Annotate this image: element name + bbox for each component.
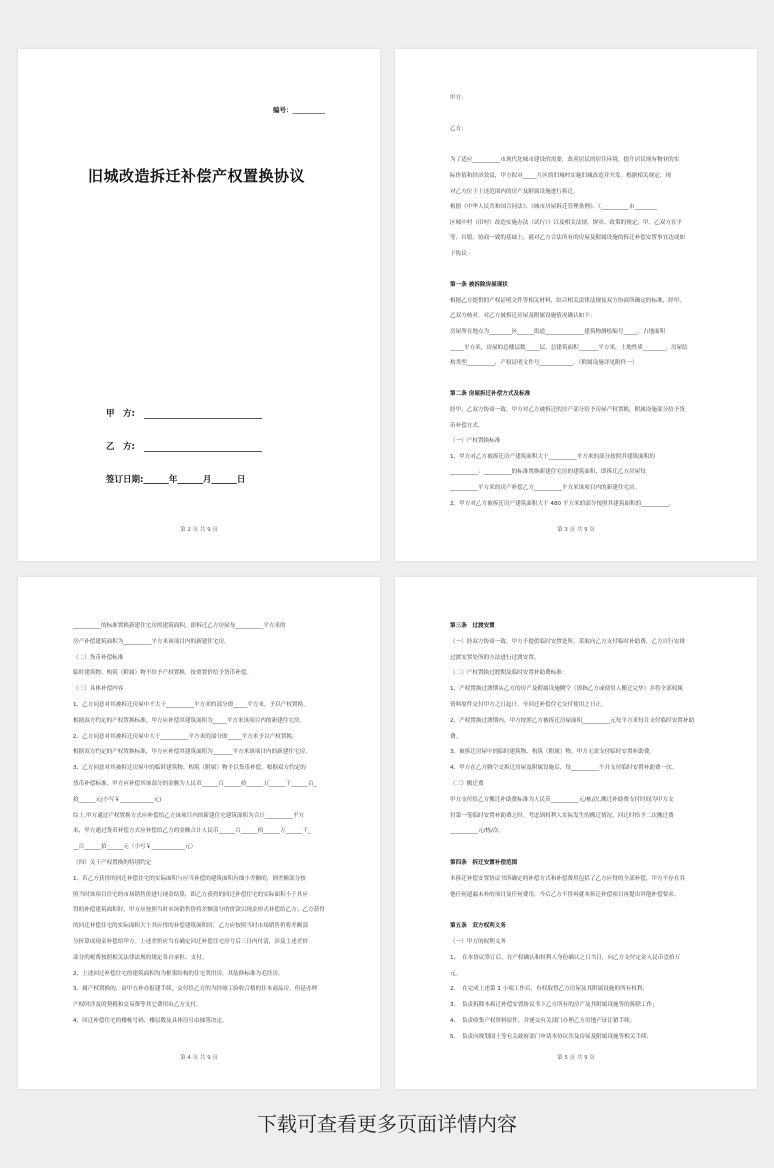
- body-text-line: 2、乙方同意对其被拆迁房屋中大于__________平方米的部分即_____平方米予以产权置换，: [73, 733, 298, 740]
- body-text-line: （三）搬迁费: [450, 781, 484, 787]
- body-text-line: 4、回迁补偿住宅的楼栋号码、楼层数及具体房号由抽签决定。: [73, 1018, 228, 1024]
- body-text-line: 币补偿方式。: [450, 422, 484, 429]
- section-heading: 第一条 被拆除房屋现状: [450, 282, 508, 289]
- body-text-line: （三）具体补偿内容: [73, 686, 124, 693]
- body-text-line: 2、 在完成上述第 1 小项工作后，有权取得乙方房屋及其附属设施的所有权利；: [450, 986, 649, 993]
- body-text-line: 分折算成现金补偿给甲方。上述差价应当在确定回迁补偿住宅房号后三日内付清，涉及上述差价: [73, 939, 308, 945]
- page-footer: 第 5 页 共 9 页: [557, 1055, 595, 1061]
- body-text-line: 临时建筑物、构筑（附属）物不给予产权置换，按重置价给予货币补偿。: [73, 670, 253, 677]
- body-text-line: __________元/栋/次。: [450, 828, 505, 835]
- body-text-line: 乙方:: [450, 126, 464, 133]
- body-text-line: 1、乙方同意对其被拆迁房屋中不大于__________平方米的部分即_____平方米，予以产权置换，: [73, 702, 309, 708]
- body-text-line: 元。: [450, 970, 462, 977]
- party-b-field: [106, 440, 262, 452]
- body-text-line: （一）经双方协商一致，甲方不提供临时安置处所，采取向乙方支付临时补助费，乙方自行安排: [450, 638, 685, 645]
- body-text-line: 付第一笔临时安置补助费之时。考虑到权利人实际发生的搬迁情况，回迁时给予二次搬迁费: [450, 812, 674, 819]
- body-text-line: 4、 负责收集产权资料原件，并递交有关部门办理乙方房地产证注销手续；: [450, 1018, 636, 1024]
- body-text-line: 费。: [450, 733, 462, 740]
- body-text-line: 本拆迁补偿安置协议书所确定的补偿方式和补偿费用包括了乙方应得的全部补偿，甲方不存在其: [450, 875, 685, 882]
- body-text-line: 根据《中华人民共和国合同法》、《城市房屋拆迁管理条例》、《__________市________: [450, 204, 657, 211]
- body-text-line: _____平方米，房屋的总楼层数_____层，总建筑面积_______平方米，土地性质________，房屋结: [450, 344, 688, 351]
- body-text-line: 1、产权置换过渡期从乙方的房产及附属设施腾空（即指乙方或使用人搬迁完毕）并将全部权属: [450, 686, 683, 693]
- document-page-2: [395, 49, 757, 561]
- body-text-line: 2、甲方对乙方被拆迁房产建筑面积大于 480 平方米的部分按照其建筑面积的__________。: [450, 500, 675, 507]
- body-text-line: 3、被拆迁房屋中的临时建筑物、构筑（附属）物，甲方无需支付临时安置补助费。: [450, 749, 655, 756]
- body-text-line: 根据乙方提供的产权证明文件等相关材料，结合相关法律法规及双方协商所确定的标准，经甲、: [450, 297, 685, 304]
- body-text-line: 产权时涉及的契税和交易费等其它费用由乙方支付。: [73, 1002, 202, 1009]
- body-text-line: （四）关于产权置换的特别约定: [73, 860, 152, 866]
- body-text-line: 际价值和经济效益，甲方拟对_____片区的旧城村实施旧城改造并开发。根据相关规定，现: [450, 173, 671, 179]
- page-footer: 第 4 页 共 9 页: [180, 1055, 218, 1061]
- body-text-line: 根据双方约定的产权置换标准，甲方应补偿其建筑面积为_____平方米该项目内的新建住宅房。: [73, 717, 306, 724]
- document-page-4: [395, 577, 757, 1089]
- body-text-line: 等、自愿、协商一致的基础上，就对乙方合法所有的房屋及附属设施的拆迁补偿安置事宜达成如: [450, 235, 685, 242]
- body-text-line: 对乙方位于上述范围内的房产及附属设施进行拆迁。: [450, 188, 579, 195]
- body-text-line: 2、产权置换过渡期内，甲方按照乙方被拆迁房屋面积__________元每平方米每月支付临时安置补助: [450, 717, 695, 724]
- body-text-line: 经甲、乙双方协商一致，甲方对乙方被拆迁的房产部分给予房屋产权置换，附属设施部分给予货: [450, 407, 685, 413]
- body-text-line: （一）产权置换标准: [450, 438, 501, 445]
- body-text-line: 下协议：: [450, 251, 473, 257]
- party-a-label: 甲 方:: [106, 409, 135, 419]
- body-text-line: 的回迁补偿住宅的实际面积大于其应得的补偿建筑面积时，乙方应按照当时市场销售价将差额部: [73, 923, 308, 930]
- body-text-line: （二）货币补偿标准: [73, 654, 124, 661]
- body-text-line: （二）产权置换过渡期及临时安置补助费标准：: [450, 670, 568, 677]
- sign-date-field: 签订日期:______年______月______日: [106, 475, 246, 485]
- body-text-line: 为了适应__________市现代化城市建设的需要，改善居民的居住环境，提升居民现有物业的实: [450, 157, 680, 164]
- body-text-line: 拾______元(小写￥____________元): [73, 796, 162, 803]
- section-heading: 第五条 双方权利义务: [450, 923, 506, 930]
- party-b-underline: [144, 442, 262, 452]
- body-text-line: __________的标准置换新建住宅房的建筑面积，即拆迁乙方房屋每__________平方米的: [73, 623, 286, 629]
- body-text-line: 货币补偿标准，甲方应补偿其该部分的金额为人民币______百______拾______万______千______百_: [73, 781, 317, 787]
- section-heading: 第四条 拆迁安置补偿范围: [450, 860, 518, 866]
- body-text-line: 米，甲方通过货币补偿方式应补偿给乙方的金额合计人民币______百______拾______万______千_: [73, 828, 311, 835]
- page-footer: 第 3 页 共 9 页: [557, 527, 595, 533]
- download-banner[interactable]: 下载可查看更多页面详情内容: [257, 1112, 517, 1136]
- body-text-line: 房屋所在地点为________区______街道______________建筑物测绘编号_____，占地面积: [450, 329, 666, 335]
- body-text-line: __________：__________的标准置换新建住宅房的建筑面积，即拆迁乙方房屋每: [450, 469, 646, 476]
- document-page-3: [18, 577, 380, 1089]
- body-text-line: 3、属产权置换的，由甲方补办报建手续，交付给乙方的为经竣工验收合格的住本商品房，但是办理: [73, 986, 318, 993]
- body-text-line: 照当时该项目住宅的市场销售价进行现金结算，即乙方获得的回迁补偿住宅的实际面积小于其应: [73, 891, 308, 898]
- body-text-line: 5、 负责向规划国土等有关政府部门申请本协议涉及房屋及附属设施等相关手续；: [450, 1033, 653, 1040]
- body-text-line: 甲方:: [450, 95, 464, 101]
- body-text-line: 1、 在本协议签订后，在产权确认和权利人身份确认之日当日，向乙方支付定金人民币壹拾万: [450, 954, 681, 961]
- document-page-cover: [18, 49, 380, 561]
- body-text-line: __________平方米的房产补偿乙方__________平方米该项目内的新建住宅房。: [450, 485, 641, 491]
- page-footer: 第 2 页 共 9 页: [180, 527, 218, 533]
- section-heading: 第三条 过渡安置: [450, 623, 495, 629]
- party-a-underline: [144, 409, 262, 419]
- section-heading: 第二条 房屋拆迁补偿方式及标准: [450, 391, 531, 398]
- body-text-line: 部分的税费按照相关法律法规的规定各自承担、支付。: [73, 954, 208, 961]
- body-text-line: 1、若乙方获得的回迁补偿住宅的实际面积与应当补偿的建筑面积有细小差额的，则差额部分按: [73, 875, 306, 882]
- body-text-line: 4、甲方在乙方腾空交拆迁房屋及附属设施后，每__________个月支付临时安置补助费一次。: [450, 765, 678, 772]
- body-text-line: 乙双方核对，对乙方被拆迁房屋及附属设施情况确认如下：: [450, 313, 596, 320]
- body-text-line: 构类型__________，产权证明文件号____________。（附属设施详见附件一）: [450, 360, 638, 367]
- body-text-line: 过渡安置处所的方法进行过渡安置。: [450, 654, 540, 661]
- body-text-line: 3、 负责拆除本拆迁补偿安置协议书下乙方所有的房产及其附属设施等的拆除工作；: [450, 1002, 658, 1009]
- body-text-line: 2、上述回迁补偿住宅的建筑面积均为框架结构的住宅类用房，其装修标准为毛坯房。: [73, 970, 284, 977]
- body-text-line: 3、乙方同意对其被拆迁房屋中的临时建筑物、构筑（附属）物予以货币补偿，根据双方约定的: [73, 765, 306, 772]
- body-text-line: 房产补偿建筑面积为__________平方米该项目内的新建住宅房。: [73, 638, 230, 645]
- body-text-line: 他任何遗漏未补的项目及任何费用，今后乙方不得再就本拆迁补偿项目再提出其他补偿要求。: [450, 891, 680, 898]
- body-text-line: 根据双方约定的产权置换标准，甲方应补偿其建筑面积为_______平方米该项目内的新建住宅房。: [73, 749, 311, 756]
- body-text-line: （一）甲方的权利义务: [450, 939, 506, 945]
- body-text-line: 区城中村（旧村）改造实施办法（试行）》以及相关法规、规章、政策的规定，甲、乙双方在平: [450, 219, 683, 226]
- body-text-line: 得的补偿建筑面积时，甲方应按照当时市场销售价将差额部分的价款以现金形式补偿给乙方；乙方获得: [73, 907, 325, 914]
- body-text-line: 甲方支付给乙方搬迁补助费标准为人民币__________元/栋/次,搬迁补助费支付时间为甲方支: [450, 796, 674, 803]
- party-a-field: [106, 407, 262, 419]
- body-text-line: 1、甲方对乙方被拆迁房产建筑面积大于__________平方米的部分按照其建筑面积的: [450, 453, 655, 460]
- party-b-label: 乙 方:: [106, 442, 135, 452]
- body-text-line: 综上,甲方通过产权置换方式应补偿给乙方该项目内的新建住宅建筑面积为合计__________平方: [73, 812, 305, 819]
- body-text-line: __百______拾______元（小写￥____________元）: [73, 844, 197, 851]
- body-text-line: 资料原件交付甲方之日起计，至回迁补偿住宅交付使用之日止。: [450, 702, 607, 708]
- document-title: 旧城改造拆迁补偿产权置换协议: [88, 167, 306, 185]
- contract-number-label: 编号：__________: [273, 106, 325, 114]
